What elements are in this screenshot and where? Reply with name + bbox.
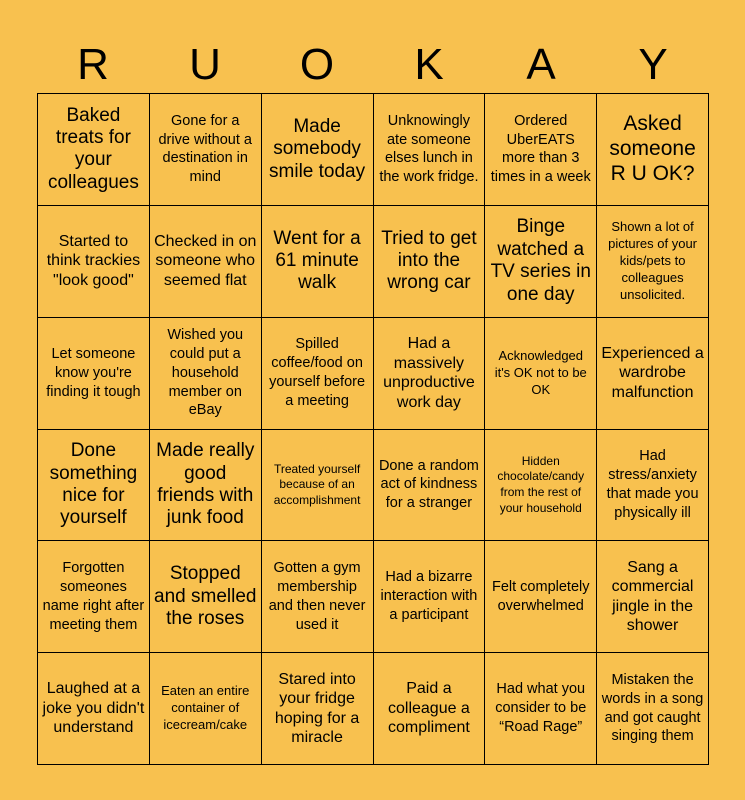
cell-text: Done something nice for yourself xyxy=(49,440,138,529)
cell-text: Sang a commercial jingle in the shower xyxy=(611,558,694,635)
bingo-cell[interactable] xyxy=(262,653,374,765)
bingo-cell[interactable] xyxy=(38,206,150,318)
bingo-cell[interactable] xyxy=(597,541,709,653)
bingo-board xyxy=(37,93,709,765)
bingo-cell[interactable] xyxy=(150,206,262,318)
bingo-cell[interactable] xyxy=(38,94,150,206)
header-letter-o: O xyxy=(299,40,335,89)
cell-text: Laughed at a joke you didn't understand xyxy=(42,680,145,737)
bingo-header xyxy=(37,38,709,92)
bingo-cell[interactable] xyxy=(150,653,262,765)
bingo-cell[interactable] xyxy=(374,541,486,653)
bingo-cell[interactable] xyxy=(374,318,486,430)
bingo-cell[interactable] xyxy=(150,94,262,206)
cell-text: Binge watched a TV series in one day xyxy=(490,216,591,305)
bingo-cell[interactable] xyxy=(597,653,709,765)
bingo-cell[interactable] xyxy=(262,318,374,430)
cell-text: Unknowingly ate someone elses lunch in the work fridge. xyxy=(379,112,479,186)
bingo-cell[interactable] xyxy=(38,653,150,765)
bingo-cell[interactable] xyxy=(597,318,709,430)
cell-text: Made really good friends with junk food xyxy=(156,440,255,529)
cell-text: Forgotten someones name right after meeting them xyxy=(42,560,145,633)
bingo-cell[interactable] xyxy=(38,318,150,430)
cell-text: Made somebody smile today xyxy=(269,115,366,182)
cell-text: Went for a 61 minute walk xyxy=(273,227,361,294)
cell-text: Stopped and smelled the roses xyxy=(154,563,257,629)
cell-text: Paid a colleague a compliment xyxy=(387,680,470,737)
cell-text: Spilled coffee/food on yourself before a meeting xyxy=(269,336,366,409)
cell-text: Done a random act of kindness for a stranger xyxy=(378,457,479,512)
header-letter-a: A xyxy=(526,40,556,89)
bingo-cell[interactable] xyxy=(597,430,709,542)
cell-text: Eaten an entire container of icecream/cake xyxy=(161,683,250,733)
header-letter-u: U xyxy=(189,40,221,89)
bingo-cell[interactable] xyxy=(150,541,262,653)
bingo-cell[interactable] xyxy=(262,94,374,206)
cell-text: Felt completely overwhelmed xyxy=(491,578,590,614)
cell-text: Had stress/anxiety that made you physically ill xyxy=(606,448,699,521)
cell-text: Asked someone R U OK? xyxy=(609,112,696,185)
header-letter-k: K xyxy=(414,40,444,89)
cell-text: Checked in on someone who seemed flat xyxy=(154,232,257,289)
cell-text: Shown a lot of pictures of your kids/pets to colleagues unsolicited. xyxy=(608,219,698,302)
cell-text: Treated yourself because of an accomplishment xyxy=(273,461,361,507)
bingo-cell[interactable] xyxy=(150,430,262,542)
bingo-cell[interactable] xyxy=(374,653,486,765)
header-letter-y: Y xyxy=(638,40,668,89)
cell-text: Gotten a gym membership and then never used it xyxy=(268,560,366,633)
cell-text: Had a massively unproductive work day xyxy=(383,335,475,411)
bingo-cell[interactable] xyxy=(485,430,597,542)
bingo-cell[interactable] xyxy=(38,541,150,653)
cell-text: Tried to get into the wrong car xyxy=(381,227,477,294)
header-letter-r: R xyxy=(77,40,109,89)
bingo-cell[interactable] xyxy=(485,94,597,206)
bingo-cell[interactable] xyxy=(374,430,486,542)
bingo-cell[interactable] xyxy=(485,206,597,318)
cell-text: Wished you could put a household member on eBay xyxy=(167,326,244,419)
cell-text: Hidden chocolate/candy from the rest of your household xyxy=(497,453,585,515)
bingo-cell[interactable] xyxy=(38,430,150,542)
bingo-cell[interactable] xyxy=(150,318,262,430)
cell-text: Ordered UberEATS more than 3 times in a week xyxy=(490,112,591,186)
cell-text: Had what you consider to be “Road Rage” xyxy=(495,681,587,735)
cell-text: Baked treats for your colleagues xyxy=(47,104,139,193)
cell-text: Stared into your fridge hoping for a miracle xyxy=(274,670,360,747)
bingo-cell[interactable] xyxy=(597,94,709,206)
cell-text: Had a bizarre interaction with a participant xyxy=(380,569,478,624)
cell-text: Let someone know you're finding it tough xyxy=(46,345,141,400)
bingo-cell[interactable] xyxy=(374,94,486,206)
bingo-cell[interactable] xyxy=(262,430,374,542)
cell-text: Experienced a wardrobe malfunction xyxy=(601,344,704,401)
cell-text: Mistaken the words in a song and got caught singing them xyxy=(601,671,704,745)
bingo-cell[interactable] xyxy=(262,206,374,318)
bingo-cell[interactable] xyxy=(374,206,486,318)
bingo-cell[interactable] xyxy=(485,653,597,765)
cell-text: Acknowledged it's OK not to be OK xyxy=(494,347,587,397)
bingo-cell[interactable] xyxy=(485,541,597,653)
cell-text: Started to think trackies "look good" xyxy=(46,232,141,289)
bingo-cell[interactable] xyxy=(485,318,597,430)
bingo-cell[interactable] xyxy=(262,541,374,653)
bingo-cell[interactable] xyxy=(597,206,709,318)
cell-text: Gone for a drive without a destination in mind xyxy=(158,112,252,186)
